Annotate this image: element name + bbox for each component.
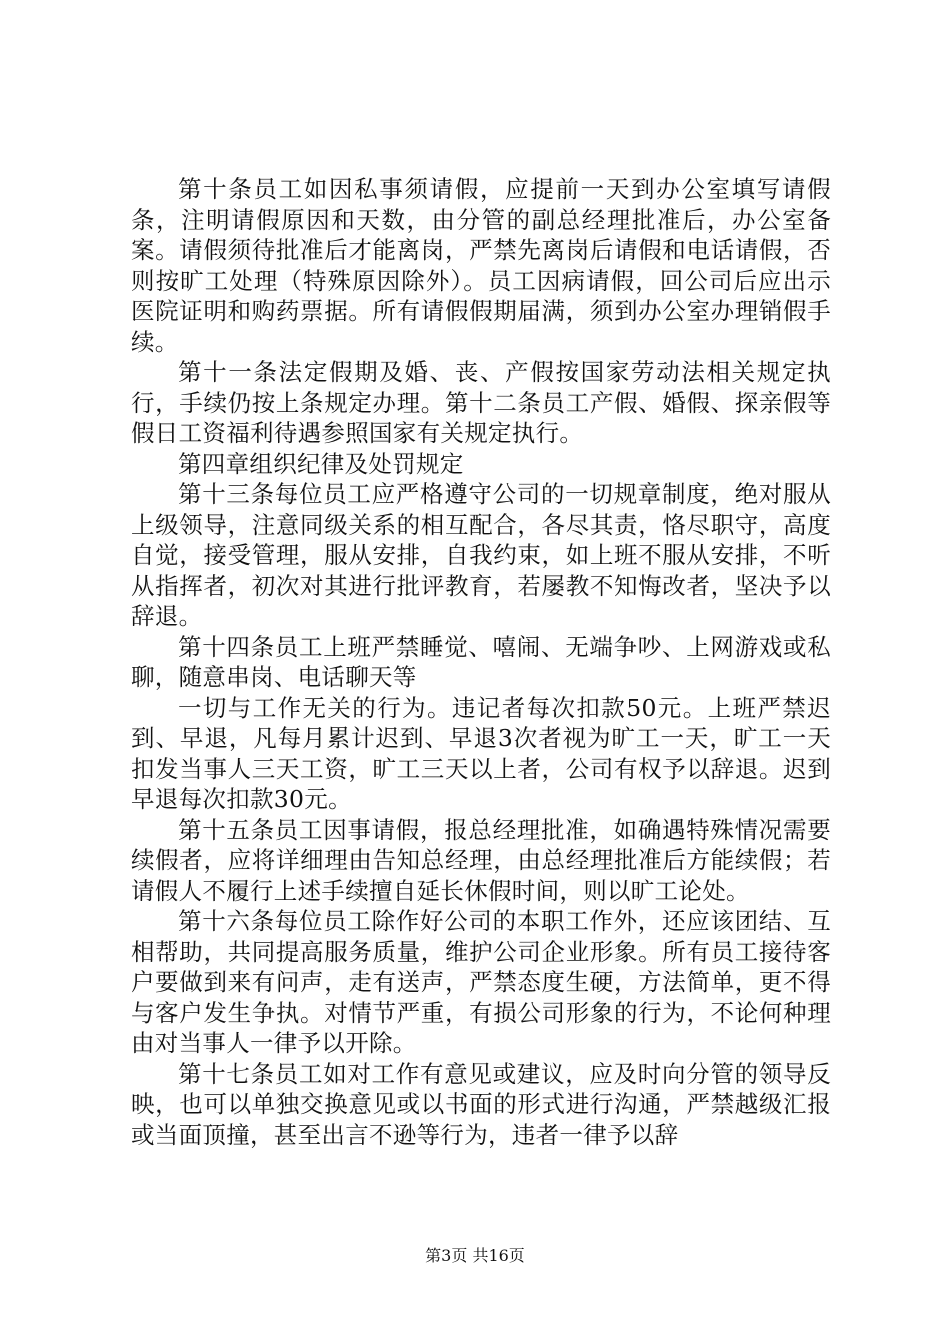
- paragraph-article-14: 第十四条员工上班严禁睡觉、嘻闹、无端争吵、上网游戏或私聊，随意串岗、电话聊天等: [131, 632, 831, 691]
- chapter-heading: 第四章组织纪律及处罚规定: [178, 449, 464, 478]
- paragraph-article-17: 第十七条员工如对工作有意见或建议，应及时向分管的领导反映，也可以单独交换意见或以书面的形式进行沟通，严禁越级汇报或当面顶撞，甚至出言不逊等行为，违者一律予以辞: [131, 1059, 831, 1149]
- document-body: [131, 174, 831, 1150]
- page-number-footer: 第3页 共16页: [425, 1246, 525, 1265]
- paragraph-article-16: 第十六条每位员工除作好公司的本职工作外，还应该团结、互相帮助，共同提高服务质量，维护公司企业形象。所有员工接待客户要做到来有问声，走有送声，严禁态度生硬，方法简单，更不得与客户发生争执。对情节严重，有损公司形象的行为，不论何种理由对当事人一律予以开除。: [131, 907, 831, 1057]
- paragraph-article-15: 第十五条员工因事请假，报总经理批准，如确遇特殊情况需要续假者，应将详细理由告知总经理，由总经理批准后方能续假；若请假人不履行上述手续擅自延长休假时间，则以旷工论处。: [131, 815, 831, 905]
- paragraph-article-14-continued: 一切与工作无关的行为。违记者每次扣款50元。上班严禁迟到、早退，凡每月累计迟到、早退3次者视为旷工一天，旷工一天扣发当事人三天工资，旷工三天以上者，公司有权予以辞退。迟到早退每次扣款30元。: [131, 693, 831, 813]
- paragraph-article-13: 第十三条每位员工应严格遵守公司的一切规章制度，绝对服从上级领导，注意同级关系的相互配合，各尽其责，恪尽职守，高度自觉，接受管理，服从安排，自我约束，如上班不服从安排，不听从指挥者，初次对其进行批评教育，若屡教不知悔改者，坚决予以辞退。: [131, 480, 831, 630]
- paragraph-article-10: 第十条员工如因私事须请假，应提前一天到办公室填写请假条，注明请假原因和天数，由分管的副总经理批准后，办公室备案。请假须待批准后才能离岗，严禁先离岗后请假和电话请假，否则按旷工处理（特殊原因除外）。员工因病请假，回公司后应出示医院证明和购药票据。所有请假假期届满，须到办公室办理销假手续。: [131, 175, 831, 356]
- paragraph-article-11-12: 第十一条法定假期及婚、丧、产假按国家劳动法相关规定执行，手续仍按上条规定办理。第十二条员工产假、婚假、探亲假等假日工资福利待遇参照国家有关规定执行。: [131, 358, 831, 447]
